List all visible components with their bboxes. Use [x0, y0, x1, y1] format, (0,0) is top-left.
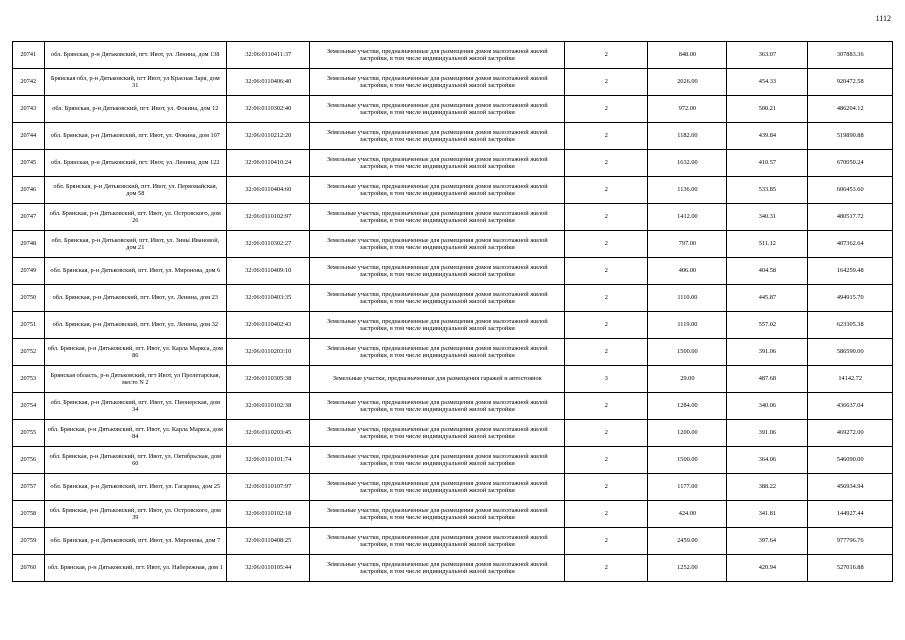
cadastral-value-cell: 586590.00 — [808, 339, 893, 366]
cadastral-number-cell: 32:06:0110411:37 — [227, 42, 310, 69]
cadastral-number-cell: 32:06:0110403:35 — [227, 285, 310, 312]
table-row — [13, 231, 893, 258]
area-cell: 1500.00 — [648, 447, 727, 474]
specific-value-cell: 454.33 — [727, 69, 808, 96]
table-body — [13, 42, 893, 582]
specific-value-cell: 404.58 — [727, 258, 808, 285]
cadastral-value-cell: 436637.04 — [808, 393, 893, 420]
cadastral-number-cell: 32:06:0110203:45 — [227, 420, 310, 447]
area-cell: 848.00 — [648, 42, 727, 69]
land-use-cell: Земельные участки, предназначенные для размещения домов малоэтажной жилой застройки, в том числе индивидуальной жилой застройки — [310, 258, 565, 285]
cadastral-number-cell: 32:06:0110305:38 — [227, 366, 310, 393]
specific-value-cell: 439.84 — [727, 123, 808, 150]
cadastral-value-cell: 164259.48 — [808, 258, 893, 285]
cadastral-number-cell: 32:06:0110402:43 — [227, 312, 310, 339]
table-row — [13, 339, 893, 366]
row-number-cell: 20756 — [13, 447, 45, 474]
group-cell: 2 — [565, 528, 648, 555]
cadastral-number-cell: 32:06:0110408:25 — [227, 528, 310, 555]
cadastral-number-cell: 32:06:0110406:40 — [227, 69, 310, 96]
specific-value-cell: 511.12 — [727, 231, 808, 258]
group-cell: 2 — [565, 96, 648, 123]
table-row — [13, 123, 893, 150]
address-cell: обл. Брянская, р-н Дятьковский, пгт. Ивот, ул. Островского, дом 39 — [44, 501, 227, 528]
address-cell: обл. Брянская, р-н Дятьковский, пгт. Ивот, ул. Ленина, дом 122 — [44, 150, 227, 177]
group-cell: 3 — [565, 366, 648, 393]
specific-value-cell: 341.81 — [727, 501, 808, 528]
row-number-cell: 20744 — [13, 123, 45, 150]
cadastral-value-cell: 623305.38 — [808, 312, 893, 339]
row-number-cell: 20750 — [13, 285, 45, 312]
cadastral-value-cell: 670050.24 — [808, 150, 893, 177]
address-cell: Брянская обл, р-н Дятьковский, пгт Ивот, ул Красная Заря, дом 31 — [44, 69, 227, 96]
group-cell: 2 — [565, 393, 648, 420]
group-cell: 2 — [565, 285, 648, 312]
group-cell: 2 — [565, 42, 648, 69]
group-cell: 2 — [565, 258, 648, 285]
row-number-cell: 20748 — [13, 231, 45, 258]
area-cell: 1136.00 — [648, 177, 727, 204]
address-cell: обл. Брянская, р-н Дятьковский, пгт. Ивот, ул. Зины Ивановой, дом 21 — [44, 231, 227, 258]
land-use-cell: Земельные участки, предназначенные для размещения домов малоэтажной жилой застройки, в том числе индивидуальной жилой застройки — [310, 393, 565, 420]
specific-value-cell: 410.57 — [727, 150, 808, 177]
land-use-cell: Земельные участки, предназначенные для размещения домов малоэтажной жилой застройки, в том числе индивидуальной жилой застройки — [310, 339, 565, 366]
group-cell: 2 — [565, 231, 648, 258]
area-cell: 2026.00 — [648, 69, 727, 96]
specific-value-cell: 557.02 — [727, 312, 808, 339]
row-number-cell: 20743 — [13, 96, 45, 123]
cadastral-number-cell: 32:06:0110102:38 — [227, 393, 310, 420]
address-cell: обл. Брянская, р-н Дятьковский, пгт. Ивот, ул. Первомайская, дом 58 — [44, 177, 227, 204]
cadastral-value-cell: 480517.72 — [808, 204, 893, 231]
group-cell: 2 — [565, 204, 648, 231]
cadastral-number-cell: 32:06:0110203:10 — [227, 339, 310, 366]
group-cell: 2 — [565, 312, 648, 339]
area-cell: 2459.00 — [648, 528, 727, 555]
specific-value-cell: 500.21 — [727, 96, 808, 123]
row-number-cell: 20751 — [13, 312, 45, 339]
group-cell: 2 — [565, 474, 648, 501]
row-number-cell: 20754 — [13, 393, 45, 420]
cadastral-number-cell: 32:06:0110409:10 — [227, 258, 310, 285]
address-cell: обл. Брянская, р-н Дятьковский, пгт. Ивот, ул. Гагарина, дом 25 — [44, 474, 227, 501]
cadastral-value-cell: 519890.88 — [808, 123, 893, 150]
table-row — [13, 258, 893, 285]
cadastral-value-cell: 307883.36 — [808, 42, 893, 69]
area-cell: 406.00 — [648, 258, 727, 285]
address-cell: обл. Брянская, р-н Дятьковский, пгт. Ивот, ул. Островского, дом 26 — [44, 204, 227, 231]
group-cell: 2 — [565, 339, 648, 366]
row-number-cell: 20753 — [13, 366, 45, 393]
row-number-cell: 20742 — [13, 69, 45, 96]
table-row — [13, 150, 893, 177]
land-use-cell: Земельные участки, предназначенные для размещения домов малоэтажной жилой застройки, в том числе индивидуальной жилой застройки — [310, 501, 565, 528]
cadastral-number-cell: 32:06:0110105:44 — [227, 555, 310, 582]
row-number-cell: 20745 — [13, 150, 45, 177]
cadastral-value-cell: 606453.60 — [808, 177, 893, 204]
area-cell: 1500.00 — [648, 339, 727, 366]
land-use-cell: Земельные участки, предназначенные для размещения домов малоэтажной жилой застройки, в том числе индивидуальной жилой застройки — [310, 447, 565, 474]
area-cell: 29.00 — [648, 366, 727, 393]
group-cell: 2 — [565, 177, 648, 204]
land-use-cell: Земельные участки, предназначенные для размещения домов малоэтажной жилой застройки, в том числе индивидуальной жилой застройки — [310, 231, 565, 258]
cadastral-value-cell: 407362.64 — [808, 231, 893, 258]
row-number-cell: 20757 — [13, 474, 45, 501]
table-row — [13, 393, 893, 420]
area-cell: 1632.00 — [648, 150, 727, 177]
land-use-cell: Земельные участки, предназначенные для размещения домов малоэтажной жилой застройки, в том числе индивидуальной жилой застройки — [310, 42, 565, 69]
land-use-cell: Земельные участки, предназначенные для размещения домов малоэтажной жилой застройки, в том числе индивидуальной жилой застройки — [310, 69, 565, 96]
specific-value-cell: 420.94 — [727, 555, 808, 582]
land-use-cell: Земельные участки, предназначенные для размещения домов малоэтажной жилой застройки, в том числе индивидуальной жилой застройки — [310, 528, 565, 555]
cadastral-number-cell: 32:06:0110404:60 — [227, 177, 310, 204]
specific-value-cell: 340.06 — [727, 393, 808, 420]
table-row — [13, 42, 893, 69]
row-number-cell: 20760 — [13, 555, 45, 582]
row-number-cell: 20755 — [13, 420, 45, 447]
area-cell: 1200.00 — [648, 420, 727, 447]
address-cell: обл. Брянская, р-н Дятьковский, пгт. Ивот, ул. Ленина, дом 138 — [44, 42, 227, 69]
area-cell: 1284.00 — [648, 393, 727, 420]
land-use-cell: Земельные участки, предназначенные для размещения домов малоэтажной жилой застройки, в том числе индивидуальной жилой застройки — [310, 150, 565, 177]
cadastral-value-cell: 527016.88 — [808, 555, 893, 582]
land-use-cell: Земельные участки, предназначенные для размещения домов малоэтажной жилой застройки, в том числе индивидуальной жилой застройки — [310, 285, 565, 312]
table-row — [13, 285, 893, 312]
area-cell: 1412.00 — [648, 204, 727, 231]
address-cell: обл. Брянская, р-н Дятьковский, пгт. Ивот, ул. Фокина, дом 12 — [44, 96, 227, 123]
table-row — [13, 474, 893, 501]
row-number-cell: 20758 — [13, 501, 45, 528]
table-row — [13, 555, 893, 582]
land-use-cell: Земельные участки, предназначенные для размещения домов малоэтажной жилой застройки, в том числе индивидуальной жилой застройки — [310, 177, 565, 204]
cadastral-number-cell: 32:06:0110212:20 — [227, 123, 310, 150]
row-number-cell: 20741 — [13, 42, 45, 69]
cadastral-number-cell: 32:06:0110102:18 — [227, 501, 310, 528]
address-cell: обл. Брянская, р-н Дятьковский, пгт. Ивот, ул. Октябрьская, дом 60 — [44, 447, 227, 474]
group-cell: 2 — [565, 123, 648, 150]
group-cell: 2 — [565, 501, 648, 528]
table-row — [13, 501, 893, 528]
specific-value-cell: 445.87 — [727, 285, 808, 312]
address-cell: обл. Брянская, р-н Дятьковский, пгт. Ивот, ул. Фокина, дом 107 — [44, 123, 227, 150]
cadastral-number-cell: 32:06:0110302:27 — [227, 231, 310, 258]
address-cell: обл. Брянская, р-н Дятьковский, пгт. Ивот, ул. Ленина, дом 32 — [44, 312, 227, 339]
table-row — [13, 96, 893, 123]
address-cell: обл. Брянская, р-н Дятьковский, пгт. Ивот, ул. Пионерская, дом 34 — [44, 393, 227, 420]
cadastral-value-table — [12, 41, 893, 582]
land-use-cell: Земельные участки, предназначенные для размещения домов малоэтажной жилой застройки, в том числе индивидуальной жилой застройки — [310, 96, 565, 123]
area-cell: 1252.00 — [648, 555, 727, 582]
table-row — [13, 528, 893, 555]
row-number-cell: 20759 — [13, 528, 45, 555]
specific-value-cell: 363.07 — [727, 42, 808, 69]
specific-value-cell: 533.85 — [727, 177, 808, 204]
cadastral-value-cell: 494915.70 — [808, 285, 893, 312]
table-row — [13, 312, 893, 339]
group-cell: 2 — [565, 420, 648, 447]
address-cell: обл. Брянская, р-н Дятьковский, пгт. Ивот, ул. Ленина, дом 23 — [44, 285, 227, 312]
cadastral-value-cell: 14142.72 — [808, 366, 893, 393]
table-row — [13, 420, 893, 447]
specific-value-cell: 391.06 — [727, 339, 808, 366]
page-number: 1112 — [875, 14, 891, 23]
specific-value-cell: 364.06 — [727, 447, 808, 474]
table-row — [13, 69, 893, 96]
specific-value-cell: 391.06 — [727, 420, 808, 447]
area-cell: 1110.00 — [648, 285, 727, 312]
area-cell: 1177.00 — [648, 474, 727, 501]
address-cell: обл. Брянская, р-н Дятьковский, пгт. Ивот, ул. Миронова, дом 7 — [44, 528, 227, 555]
row-number-cell: 20749 — [13, 258, 45, 285]
cadastral-number-cell: 32:06:0110302:40 — [227, 96, 310, 123]
cadastral-value-cell: 144927.44 — [808, 501, 893, 528]
cadastral-number-cell: 32:06:0110107:97 — [227, 474, 310, 501]
cadastral-value-cell: 469272.00 — [808, 420, 893, 447]
cadastral-number-cell: 32:06:0110410:24 — [227, 150, 310, 177]
area-cell: 1119.00 — [648, 312, 727, 339]
area-cell: 972.00 — [648, 96, 727, 123]
row-number-cell: 20746 — [13, 177, 45, 204]
table-row — [13, 447, 893, 474]
cadastral-value-cell: 486204.12 — [808, 96, 893, 123]
specific-value-cell: 388.22 — [727, 474, 808, 501]
land-use-cell: Земельные участки, предназначенные для размещения домов малоэтажной жилой застройки, в том числе индивидуальной жилой застройки — [310, 123, 565, 150]
table-row — [13, 204, 893, 231]
address-cell: обл. Брянская, р-н Дятьковский, пгт. Ивот, ул. Карла Маркса, дом 84 — [44, 420, 227, 447]
address-cell: обл. Брянская, р-н Дятьковский, пгт. Ивот, ул. Набережная, дом 1 — [44, 555, 227, 582]
cadastral-number-cell: 32:06:0110101:74 — [227, 447, 310, 474]
address-cell: обл. Брянская, р-н Дятьковский, пгт. Ивот, ул. Карла Маркса, дом 86 — [44, 339, 227, 366]
land-use-cell: Земельные участки, предназначенные для размещения домов малоэтажной жилой застройки, в том числе индивидуальной жилой застройки — [310, 474, 565, 501]
table-row — [13, 366, 893, 393]
cadastral-value-cell: 977796.76 — [808, 528, 893, 555]
land-use-cell: Земельные участки, предназначенные для размещения гаражей и автостоянок — [310, 366, 565, 393]
land-use-cell: Земельные участки, предназначенные для размещения домов малоэтажной жилой застройки, в том числе индивидуальной жилой застройки — [310, 204, 565, 231]
group-cell: 2 — [565, 69, 648, 96]
land-use-cell: Земельные участки, предназначенные для размещения домов малоэтажной жилой застройки, в том числе индивидуальной жилой застройки — [310, 420, 565, 447]
address-cell: обл. Брянская, р-н Дятьковский, пгт. Ивот, ул. Миронова, дом 6 — [44, 258, 227, 285]
address-cell: Брянская область, р-н Дятьковский, пгт Ивот, ул Пролетарская, место N 2 — [44, 366, 227, 393]
group-cell: 2 — [565, 447, 648, 474]
cadastral-value-cell: 920472.58 — [808, 69, 893, 96]
row-number-cell: 20752 — [13, 339, 45, 366]
group-cell: 2 — [565, 555, 648, 582]
cadastral-number-cell: 32:06:0110102:97 — [227, 204, 310, 231]
area-cell: 424.00 — [648, 501, 727, 528]
specific-value-cell: 397.64 — [727, 528, 808, 555]
row-number-cell: 20747 — [13, 204, 45, 231]
group-cell: 2 — [565, 150, 648, 177]
land-use-cell: Земельные участки, предназначенные для размещения домов малоэтажной жилой застройки, в том числе индивидуальной жилой застройки — [310, 555, 565, 582]
table-row — [13, 177, 893, 204]
specific-value-cell: 340.31 — [727, 204, 808, 231]
area-cell: 797.00 — [648, 231, 727, 258]
cadastral-value-cell: 546090.00 — [808, 447, 893, 474]
area-cell: 1182.00 — [648, 123, 727, 150]
cadastral-value-cell: 456934.94 — [808, 474, 893, 501]
land-use-cell: Земельные участки, предназначенные для размещения домов малоэтажной жилой застройки, в том числе индивидуальной жилой застройки — [310, 312, 565, 339]
specific-value-cell: 487.68 — [727, 366, 808, 393]
